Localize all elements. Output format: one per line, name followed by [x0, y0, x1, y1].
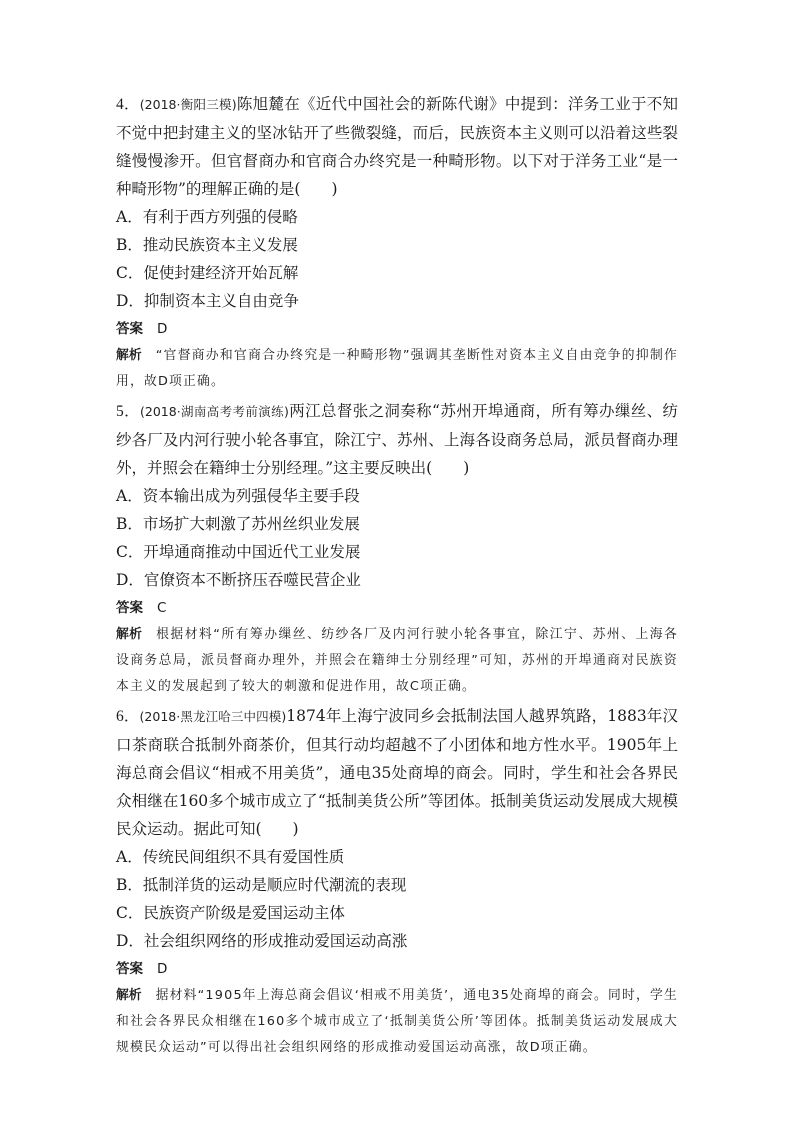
question-text: 陈旭麓在《近代中国社会的新陈代谢》中提到：洋务工业于不知不觉中把封建主义的坚冰钻开了些微裂缝，而后，民族资本主义则可以沿着这些裂缝慢慢渗开。但官督商办和官商合办终究是一种畸形物。以下对于洋务工业“是一种畸形物”的理解正确的是( ) [116, 95, 678, 198]
option-b: B．市场扩大刺激了苏州丝织业发展 [116, 515, 360, 533]
answer-value: D [157, 321, 168, 337]
question-source: (2018·衡阳三模) [139, 97, 237, 112]
question-number: 5． [116, 403, 140, 420]
option-d: D．抑制资本主义自由竞争 [116, 292, 299, 310]
option-a: A．有利于西方列强的侵略 [116, 208, 298, 226]
question-text: 1874年上海宁波同乡会抵制法国人越界筑路，1883年汉口茶商联合抵制外商茶价，但其行动均超越不了小团体和地方性水平。1905年上海总商会倡议“相戒不用美货”，通电35处商埠的商会。同时，学生和社会各界民众相继在160多个城市成立了“抵制美货公所”等团体。抵制美货运动发展成大规模民众运动。据此可知( ) [116, 707, 678, 838]
answer-line [116, 955, 678, 983]
option-c: C．民族资产阶级是爱国运动主体 [116, 904, 345, 922]
question-stem [116, 90, 678, 203]
option-c: C．开埠通商推动中国近代工业发展 [116, 543, 361, 561]
answer-value: D [157, 961, 168, 977]
analysis-text: 根据材料“所有筹办缫丝、纺纱各厂及内河行驶小轮各事宜，除江宁、苏州、上海各设商务总局，派员督商办理外，并照会在籍绅士分别经理”可知，苏州的开埠通商对民族资本主义的发展起到了较大的刺激和促进作用，故C项正确。 [116, 627, 678, 694]
option-d: D．官僚资本不断挤压吞噬民营企业 [116, 571, 361, 589]
option-b: B．推动民族资本主义发展 [116, 236, 298, 254]
question-6 [116, 702, 678, 1061]
analysis-block [116, 983, 678, 1061]
answer-value: C [157, 600, 167, 616]
question-5 [116, 397, 678, 700]
analysis-text: “官督商办和官商合办终究是一种畸形物”强调其垄断性对资本主义自由竞争的抑制作用，故D项正确。 [116, 348, 679, 389]
option-c: C．促使封建经济开始瓦解 [116, 264, 299, 282]
analysis-block [116, 622, 678, 700]
question-stem [116, 702, 678, 843]
question-text: 两江总督张之洞奏称“苏州开埠通商，所有筹办缫丝、纺纱各厂及内河行驶小轮各事宜，除江宁、苏州、上海各设商务总局，派员督商办理外，并照会在籍绅士分别经理。”这主要反映出( ) [116, 402, 678, 477]
analysis-block [116, 343, 678, 395]
analysis-label: 解析 [116, 627, 143, 642]
answer-line [116, 315, 678, 343]
question-source: (2018·湖南高考考前演练) [140, 404, 289, 419]
option-b: B．抵制洋货的运动是顺应时代潮流的表现 [116, 876, 407, 894]
question-stem [116, 397, 678, 482]
option-d: D．社会组织网络的形成推动爱国运动高涨 [116, 932, 408, 950]
analysis-label: 解析 [116, 988, 142, 1003]
answer-label: 答案 [116, 321, 143, 337]
question-4 [116, 90, 678, 395]
question-number: 4． [116, 96, 140, 113]
answer-label: 答案 [116, 961, 143, 977]
question-source: (2018·黑龙江哈三中四模) [139, 709, 287, 724]
question-number: 6． [116, 708, 140, 725]
option-a: A．传统民间组织不具有爱国性质 [116, 848, 345, 866]
document-page [116, 90, 678, 1063]
answer-line [116, 594, 678, 622]
option-a: A．资本输出成为列强侵华主要手段 [116, 487, 360, 505]
analysis-label: 解析 [116, 348, 142, 363]
answer-label: 答案 [116, 600, 143, 616]
analysis-text: 据材料“1905年上海总商会倡议‘相戒不用美货’，通电35处商埠的商会。同时，学生和社会各界民众相继在160多个城市成立了‘抵制美货公所’等团体。抵制美货运动发展成大规模民众运动”可以得出社会组织网络的形成推动爱国运动高涨，故D项正确。 [116, 988, 678, 1055]
